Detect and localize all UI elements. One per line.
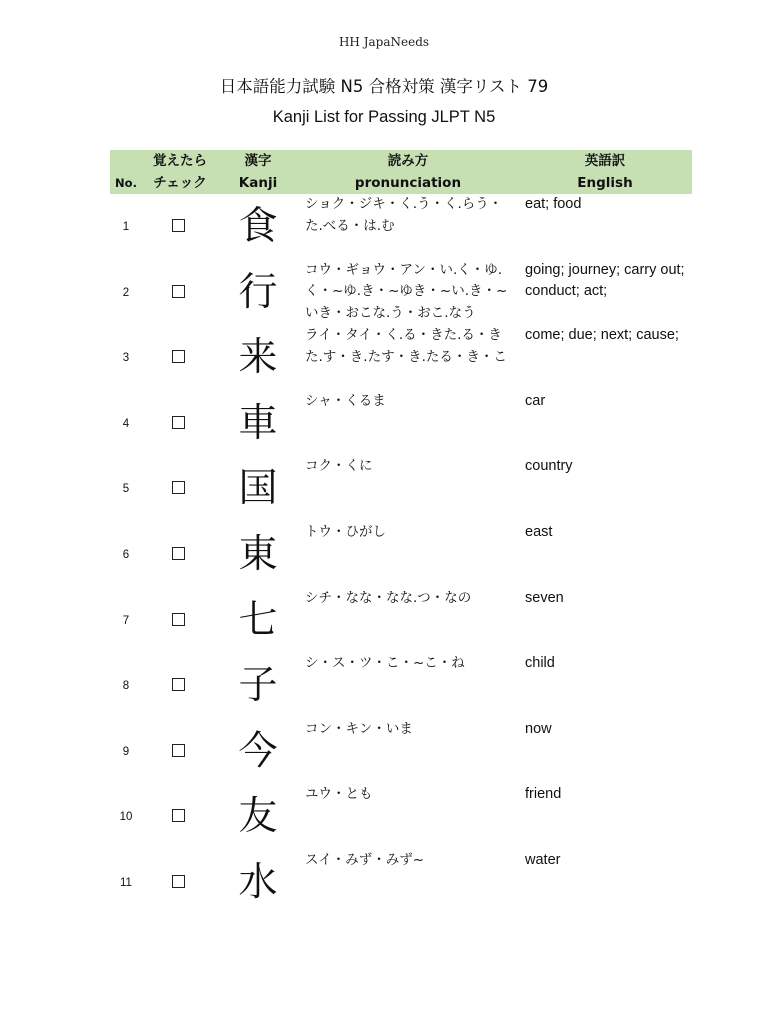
kanji-character: 今 bbox=[238, 728, 278, 774]
kanji-character: 東 bbox=[238, 531, 278, 577]
memorized-checkbox[interactable] bbox=[172, 613, 185, 626]
table-row bbox=[110, 325, 692, 391]
row-number: 4 bbox=[122, 417, 130, 430]
pronunciation-text: シ・ス・ツ・こ・~こ・ね bbox=[305, 655, 465, 672]
table-row bbox=[110, 719, 692, 785]
kanji-character: 車 bbox=[238, 400, 278, 446]
row-number: 1 bbox=[122, 221, 130, 233]
kanji-table bbox=[110, 150, 692, 916]
table-row bbox=[110, 522, 692, 588]
page-title-japanese: 日本語能力試験 N5 合格対策 漢字リスト 79 bbox=[219, 77, 549, 96]
pronunciation-text: トウ・ひがし bbox=[305, 523, 386, 540]
row-number: 10 bbox=[119, 811, 133, 824]
english-translation: seven bbox=[525, 589, 564, 606]
pronunciation-text: コン・キン・いま bbox=[305, 720, 413, 737]
memorized-checkbox[interactable] bbox=[172, 219, 185, 232]
column-header-kanji: 漢字 Kanji bbox=[238, 153, 278, 191]
brand-header: HH JapaNeeds bbox=[338, 35, 430, 49]
table-row bbox=[110, 260, 692, 326]
english-translation: child bbox=[525, 655, 555, 672]
kanji-character: 七 bbox=[238, 597, 278, 643]
english-translation: country bbox=[525, 458, 573, 475]
row-number: 11 bbox=[120, 876, 132, 889]
table-row bbox=[110, 653, 692, 719]
row-number: 5 bbox=[122, 483, 130, 496]
row-number: 2 bbox=[122, 286, 130, 299]
column-header-pronunciation: 読み方 pronunciation bbox=[354, 153, 462, 191]
memorized-checkbox[interactable] bbox=[172, 744, 185, 757]
row-number: 9 bbox=[122, 745, 130, 758]
row-number: 7 bbox=[122, 614, 130, 627]
page-title-english: Kanji List for Passing JLPT N5 bbox=[272, 108, 496, 126]
column-header-english: 英語訳 English bbox=[577, 153, 633, 191]
memorized-checkbox[interactable] bbox=[172, 678, 185, 691]
table-row bbox=[110, 456, 692, 522]
english-translation: now bbox=[525, 720, 552, 737]
memorized-checkbox[interactable] bbox=[172, 285, 185, 298]
kanji-character: 国 bbox=[238, 466, 278, 512]
english-translation: east bbox=[525, 523, 553, 540]
kanji-character: 来 bbox=[238, 335, 278, 381]
pronunciation-text: シャ・くるま bbox=[305, 392, 386, 409]
table-header bbox=[110, 150, 692, 194]
table-row bbox=[110, 784, 692, 850]
english-translation: water bbox=[525, 851, 561, 868]
memorized-checkbox[interactable] bbox=[172, 809, 185, 822]
row-number: 3 bbox=[122, 352, 130, 365]
english-translation: friend bbox=[525, 786, 562, 803]
table-row bbox=[110, 194, 692, 260]
table-row bbox=[110, 391, 692, 457]
english-translation: car bbox=[525, 392, 546, 409]
pronunciation-text: シチ・なな・なな.つ・なの bbox=[305, 589, 472, 606]
english-translation: eat; food bbox=[525, 196, 582, 212]
memorized-checkbox[interactable] bbox=[172, 547, 185, 560]
pronunciation-text: ショク・ジキ・く.う・く.らう・た.べる・は.む bbox=[305, 196, 503, 234]
kanji-character: 子 bbox=[238, 663, 278, 709]
english-translation: come; due; next; cause; bbox=[525, 327, 679, 344]
english-translation: going; journey; carry out; conduct; act; bbox=[525, 261, 685, 300]
kanji-character: 行 bbox=[238, 269, 278, 315]
memorized-checkbox[interactable] bbox=[172, 875, 185, 888]
table-row bbox=[110, 588, 692, 654]
memorized-checkbox[interactable] bbox=[172, 350, 185, 363]
pronunciation-text: ライ・タイ・く.る・きた.る・きた.す・き.たす・き.たる・き・こ bbox=[305, 327, 507, 365]
column-header-no: No. bbox=[115, 176, 137, 190]
column-header-check: 覚えたら チェック bbox=[153, 153, 207, 191]
pronunciation-text: コク・くに bbox=[305, 458, 373, 475]
row-number: 8 bbox=[122, 680, 130, 693]
kanji-character: 水 bbox=[238, 859, 278, 905]
table-body bbox=[110, 194, 692, 916]
row-number: 6 bbox=[122, 548, 130, 561]
pronunciation-text: スイ・みず・みず~ bbox=[305, 851, 425, 868]
table-row bbox=[110, 850, 692, 916]
memorized-checkbox[interactable] bbox=[172, 481, 185, 494]
kanji-character: 友 bbox=[238, 794, 278, 840]
pronunciation-text: コウ・ギョウ・アン・い.く・ゆ.く・~ゆ.き・~ゆき・~い.き・~いき・おこな.う・おこ.なう bbox=[305, 261, 508, 321]
pronunciation-text: ユウ・とも bbox=[305, 786, 373, 803]
kanji-character: 食 bbox=[238, 204, 278, 249]
memorized-checkbox[interactable] bbox=[172, 416, 185, 429]
